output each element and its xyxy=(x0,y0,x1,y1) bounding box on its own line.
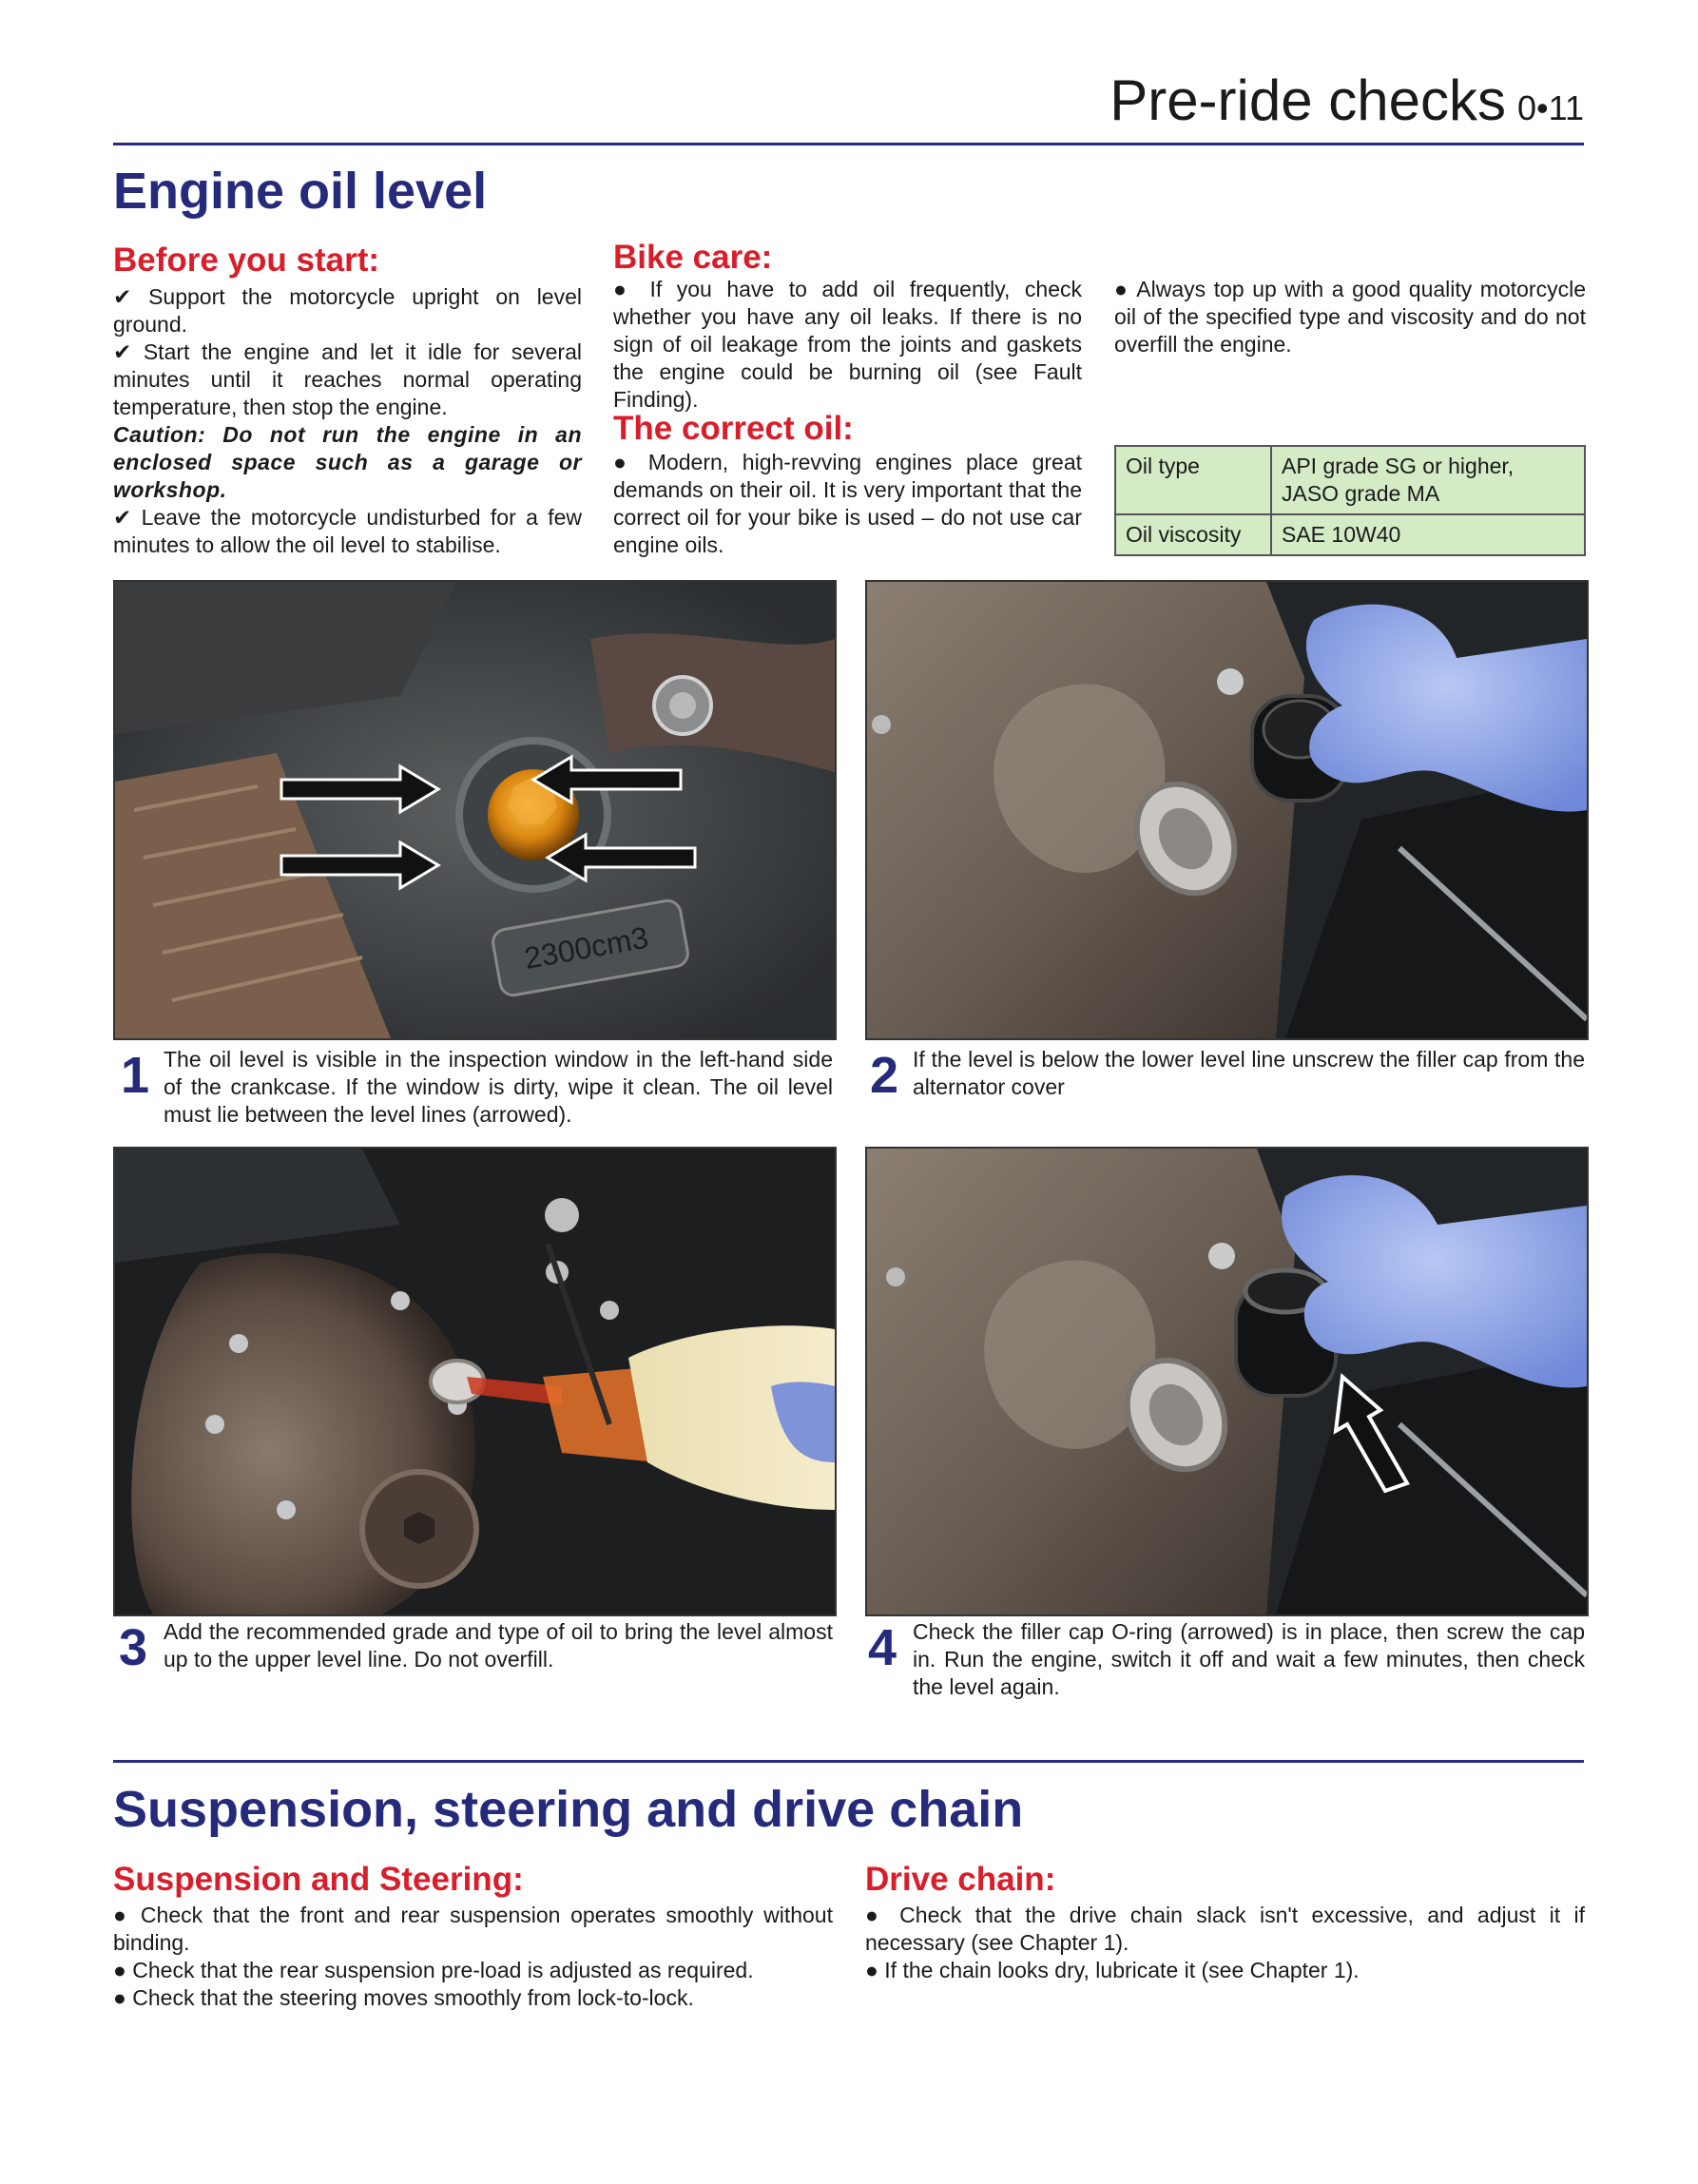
correct-oil-item: ● Modern, high-revving engines place great demands on their oil. It is very important that the correct oil for your bike is used – do not use car engine oils. xyxy=(613,450,1082,557)
photo-3-adding-oil xyxy=(113,1147,837,1616)
step-number: 3 xyxy=(119,1619,148,1676)
suspension-steering-heading: Suspension and Steering: xyxy=(113,1861,524,1898)
before-start-text xyxy=(113,283,582,559)
spec-value: API grade SG or higher, JASO grade MA xyxy=(1271,446,1585,514)
table-row xyxy=(1115,514,1585,555)
suspension-heading: Suspension, steering and drive chain xyxy=(113,1781,1024,1838)
before-start-item: ✔ Start the engine and let it idle for several minutes until it reaches normal operating temperature, then stop the engine. xyxy=(113,339,582,419)
before-start-item: ✔ Leave the motorcycle undisturbed for a few minutes to allow the oil level to stabilise. xyxy=(113,505,582,557)
correct-oil-text xyxy=(613,449,1082,559)
photo-1-inspection-window xyxy=(113,580,837,1040)
bike-care-text xyxy=(613,276,1082,414)
header-title: Pre-ride checks 0•11 xyxy=(1109,68,1584,132)
suspension-steering-text xyxy=(113,1902,833,2012)
spec-value: SAE 10W40 xyxy=(1271,514,1585,555)
page-header xyxy=(113,67,1584,145)
bike-care-item: ● If you have to add oil frequently, check whether you have any oil leaks. If there is no sign of oil leakage from the joints and gaskets the engine could be burning oil (see Fault Finding). xyxy=(613,277,1082,412)
drive-chain-item: ● Check that the drive chain slack isn't excessive, and adjust it if necessary (see Chapter 1). xyxy=(865,1903,1585,1955)
drive-chain-item: ● If the chain looks dry, lubricate it (see Chapter 1). xyxy=(865,1958,1360,1982)
bike-care-heading: Bike care: xyxy=(613,239,773,276)
spec-label: Oil viscosity xyxy=(1115,514,1271,555)
spec-label: Oil type xyxy=(1115,446,1271,514)
section-divider xyxy=(113,1760,1584,1763)
engine-crankcase-illustration xyxy=(115,582,835,1038)
photo-caption: The oil level is visible in the inspection window in the left-hand side of the crankcase. If the window is dirty, wipe it clean. The oil level must lie between the level lines (arrowed). xyxy=(164,1047,833,1127)
photo-caption: Add the recommended grade and type of oil to bring the level almost up to the upper level line. Do not overfill. xyxy=(164,1619,833,1672)
step-number: 1 xyxy=(121,1047,150,1104)
step-number: 4 xyxy=(868,1619,897,1676)
photo-caption: If the level is below the lower level line unscrew the filler cap from the alternator cover xyxy=(913,1047,1585,1099)
bike-care-text-cont xyxy=(1114,276,1586,358)
bike-care-item: ● Always top up with a good quality motorcycle oil of the specified type and viscosity and do not overfill the engine. xyxy=(1114,277,1586,357)
suspension-item: ● Check that the front and rear suspension operates smoothly without binding. xyxy=(113,1903,833,1955)
adding-oil-illustration xyxy=(115,1149,835,1614)
step-number: 2 xyxy=(870,1047,899,1104)
o-ring-illustration xyxy=(867,1149,1587,1614)
page-number: 0•11 xyxy=(1517,88,1584,127)
caution-note: Caution: Do not run the engine in an enclosed space such as a garage or workshop. xyxy=(113,422,582,502)
table-row xyxy=(1115,446,1585,514)
before-start-item: ✔ Support the motorcycle upright on level ground. xyxy=(113,284,582,337)
engine-oil-heading: Engine oil level xyxy=(113,163,488,220)
suspension-item: ● Check that the rear suspension pre-load is adjusted as required. xyxy=(113,1958,754,1982)
filler-cap-illustration xyxy=(867,582,1587,1038)
before-start-heading: Before you start: xyxy=(113,242,380,279)
oil-spec-table xyxy=(1114,445,1586,556)
photo-4-o-ring xyxy=(865,1147,1589,1616)
engine-engraving: 2300cm3 xyxy=(521,919,651,976)
correct-oil-heading: The correct oil: xyxy=(613,410,854,447)
photo-caption: Check the filler cap O-ring (arrowed) is in place, then screw the cap in. Run the engine, switch it off and wait a few minutes, then check the level again. xyxy=(913,1619,1585,1699)
photo-2-filler-cap xyxy=(865,580,1589,1040)
drive-chain-heading: Drive chain: xyxy=(865,1861,1056,1898)
drive-chain-text xyxy=(865,1902,1585,1984)
suspension-item: ● Check that the steering moves smoothly from lock-to-lock. xyxy=(113,1985,694,2010)
